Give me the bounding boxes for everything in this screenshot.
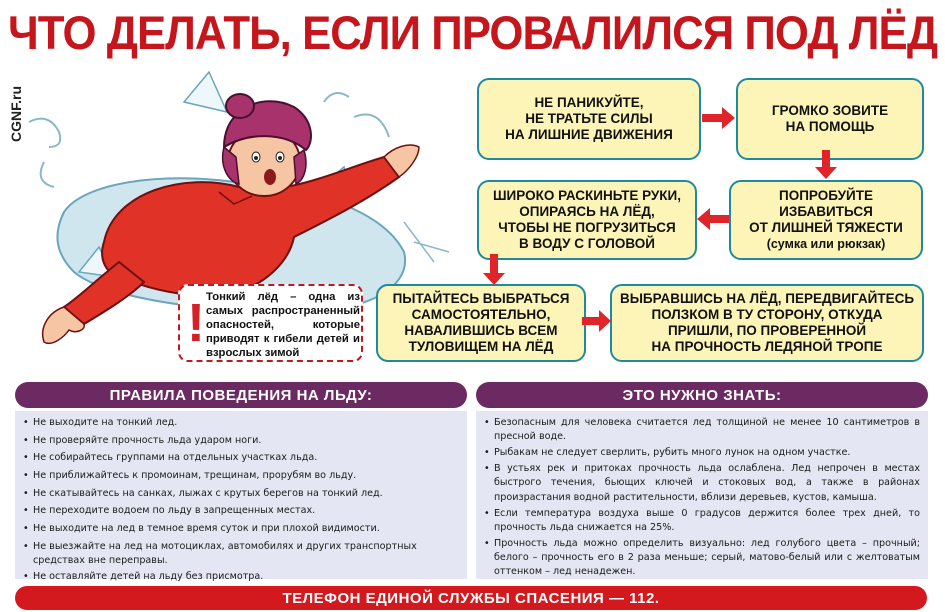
arrow-right-icon [702, 106, 736, 130]
arrow-down-icon [482, 254, 506, 286]
step-5-climb-out: ПЫТАЙТЕСЬ ВЫБРАТЬСЯ САМОСТОЯТЕЛЬНО, НАВАЛИВШИСЬ ВСЕМ ТУЛОВИЩЕМ НА ЛЁД [376, 284, 586, 362]
list-item: • В устьях рек и притоках прочность льда ослаблена. Лед непрочен в местах быстрого течения, бьющих ключей и стоковых вод, а также в районах произрастания водной растительности, вблизи деревьев, кустов, камыша. [484, 462, 920, 505]
list-item: • Не приближайтесь к промоинам, трещинам, прорубям во льду. [23, 469, 459, 483]
arrow-left-icon [697, 207, 729, 231]
warning-note-text: Тонкий лёд – одна из самых распространенный опасностей, которые приводят к гибели детей и взрослых зимой [206, 291, 360, 359]
list-item: • Не выходите на лед в темное время суток и при плохой видимости. [23, 522, 459, 536]
step-3-drop-weight: ПОПРОБУЙТЕ ИЗБАВИТЬСЯ ОТ ЛИШНЕЙ ТЯЖЕСТИ (сумка или рюкзак) [729, 180, 923, 260]
list-item: • Если температура воздуха выше 0 градусов держится более трех дней, то прочность льда снижается на 25%. [484, 507, 920, 536]
poster-title: ЧТО ДЕЛАТЬ, ЕСЛИ ПРОВАЛИЛСЯ ПОД ЛЁД [8, 6, 938, 59]
rules-panel [15, 411, 467, 583]
list-item: • Не собирайтесь группами на отдельных участках льда. [23, 451, 459, 465]
list-item: • Не переходите водоем по льду в запрещенных местах. [23, 504, 459, 518]
list-item: • Безопасным для человека считается лед толщиной не менее 10 сантиметров в пресной воде. [484, 416, 920, 445]
exclamation-icon: ! [187, 293, 205, 353]
list-item: • Не скатывайтесь на санках, лыжах с крутых берегов на тонкий лед. [23, 487, 459, 501]
step-1-dont-panic: НЕ ПАНИКУЙТЕ, НЕ ТРАТЬТЕ СИЛЫ НА ЛИШНИЕ ДВИЖЕНИЯ [477, 78, 701, 160]
facts-list [484, 416, 920, 580]
list-item: • Не выходите на тонкий лед. [23, 416, 459, 430]
list-item: • Не проверяйте прочность льда ударом ноги. [23, 434, 459, 448]
step-2-call-for-help: ГРОМКО ЗОВИТЕ НА ПОМОЩЬ [736, 78, 924, 160]
list-item: • Прочность льда можно определить визуально: лед голубого цвета – прочный; белого – прочность его в 2 раза меньше; серый, матово-белый или с желтоватым оттенком – лед ненадежен. [484, 537, 920, 580]
arrow-right-icon [582, 309, 612, 333]
list-item: • Не оставляйте детей на льду без присмотра. [23, 570, 459, 584]
facts-section-header: ЭТО НУЖНО ЗНАТЬ: [476, 382, 928, 408]
step-4-spread-arms: ШИРОКО РАСКИНЬТЕ РУКИ, ОПИРАЯСЬ НА ЛЁД, ЧТОБЫ НЕ ПОГРУЗИТЬСЯ В ВОДУ С ГОЛОВОЙ [477, 180, 697, 260]
emergency-phone-banner: ТЕЛЕФОН ЕДИНОЙ СЛУЖБЫ СПАСЕНИЯ — 112. [15, 586, 927, 610]
rules-section-header: ПРАВИЛА ПОВЕДЕНИЯ НА ЛЬДУ: [15, 382, 467, 408]
list-item: • Не выезжайте на лед на мотоциклах, автомобилях и других транспортных средствах вне переправы. [23, 540, 459, 569]
warning-note-box [178, 284, 363, 362]
rules-list [23, 416, 459, 585]
arrow-down-icon [814, 150, 838, 180]
facts-panel [476, 411, 928, 579]
site-watermark: CGNF.ru [8, 86, 24, 142]
step-6-crawl-back: ВЫБРАВШИСЬ НА ЛЁД, ПЕРЕДВИГАЙТЕСЬ ПОЛЗКОМ В ТУ СТОРОНУ, ОТКУДА ПРИШЛИ, ПО ПРОВЕРЕННОЙ НА ПРОЧНОСТЬ ЛЕДЯНОЙ ТРОПЕ [610, 284, 924, 362]
list-item: • Рыбакам не следует сверлить, рубить много лунок на одном участке. [484, 446, 920, 460]
